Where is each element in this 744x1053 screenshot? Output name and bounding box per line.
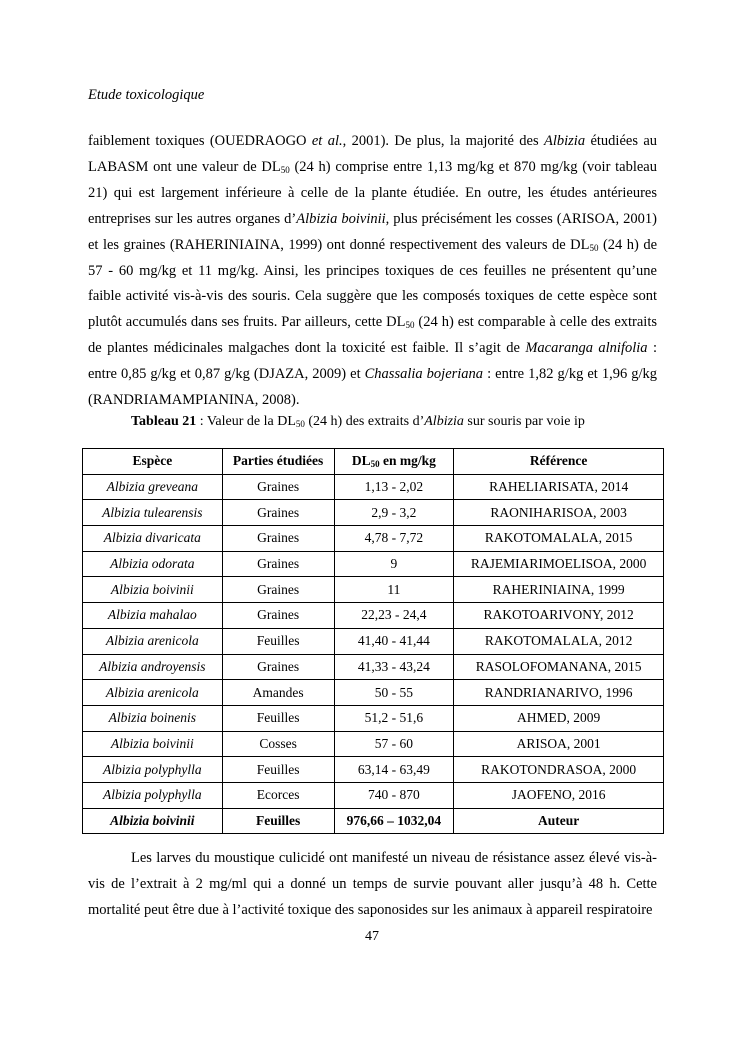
table-cell-reference: RAKOTOMALALA, 2015 (454, 526, 664, 552)
table-cell-reference: Auteur (454, 808, 664, 834)
table-cell-parties: Graines (222, 474, 334, 500)
table-cell-espece: Albizia tulearensis (83, 500, 223, 526)
table-cell-parties: Graines (222, 551, 334, 577)
table-cell-dl50: 11 (334, 577, 454, 603)
table-header-row (83, 449, 664, 475)
table-cell-reference: RAONIHARISOA, 2003 (454, 500, 664, 526)
table-row (83, 731, 664, 757)
table-cell-espece: Albizia boivinii (83, 577, 223, 603)
table-cell-dl50: 9 (334, 551, 454, 577)
table-cell-reference: RANDRIANARIVO, 1996 (454, 680, 664, 706)
table-cell-parties: Amandes (222, 680, 334, 706)
table-cell-reference: ARISOA, 2001 (454, 731, 664, 757)
table-cell-parties: Graines (222, 500, 334, 526)
table-cell-dl50: 63,14 - 63,49 (334, 757, 454, 783)
table-cell-parties: Feuilles (222, 757, 334, 783)
table-cell-reference: RASOLOFOMANANA, 2015 (454, 654, 664, 680)
table-cell-reference: RAHELIARISATA, 2014 (454, 474, 664, 500)
table-cell-dl50: 4,78 - 7,72 (334, 526, 454, 552)
table-cell-parties: Feuilles (222, 628, 334, 654)
table-cell-parties: Ecorces (222, 782, 334, 808)
table-cell-parties: Graines (222, 603, 334, 629)
table-cell-reference: RAKOTONDRASOA, 2000 (454, 757, 664, 783)
table-row (83, 603, 664, 629)
table-cell-espece: Albizia mahalao (83, 603, 223, 629)
table-cell-dl50: 976,66 – 1032,04 (334, 808, 454, 834)
table-cell-espece: Albizia boivinii (83, 731, 223, 757)
table-cell-dl50: 1,13 - 2,02 (334, 474, 454, 500)
table-cell-dl50: 41,40 - 41,44 (334, 628, 454, 654)
table-cell-parties: Graines (222, 654, 334, 680)
header-espece: Espèce (83, 449, 223, 475)
table-row (83, 654, 664, 680)
page-number: 47 (365, 929, 379, 944)
body-paragraph-2: Les larves du moustique culicidé ont manifesté un niveau de résistance assez élevé vis-à-vis de l’extrait à 2 mg/ml qui a donné un temps de survie pouvant aller jusqu’à 48 h. Cette mortalité peut être due à l’activité toxique des saponosides sur les animaux à appareil respiratoire (88, 850, 657, 918)
table-caption: Tableau 21 : Valeur de la $DL_{50}$ (24 h) des extraits d’Albizia sur souris par voie ip (131, 414, 585, 429)
table-cell-dl50: 41,33 - 43,24 (334, 654, 454, 680)
table-cell-reference: RAKOTOMALALA, 2012 (454, 628, 664, 654)
table-row (83, 757, 664, 783)
table-cell-parties: Feuilles (222, 808, 334, 834)
table-cell-dl50: 57 - 60 (334, 731, 454, 757)
table-row (83, 808, 664, 834)
body-paragraph-1: faiblement toxiques (OUEDRAOGO et al., 2001). De plus, la majorité des Albizia étudiées au LABASM ont une valeur de $DL_{50}$ (24 h) comprise entre 1,13 mg/kg et 870 mg/kg (voir tableau 21) qui est largement inférieure à celle de la plante étudiée. En outre, les études antérieures entreprises sur les autres organes d’Albizia boivinii, plus précisément les cosses (ARISOA, 2001) et les graines (RAHERINIAINA, 1999) ont donné respectivement des valeurs de $DL_{50}$ (24 h) de 57 - 60 mg/kg et 11 mg/kg. Ainsi, les principes toxiques de ces feuilles ne présentent qu’une faible activité vis-à-vis des souris. Cela suggère que les composés toxiques de cette espèce sont plutôt accumulés dans ses fruits. Par ailleurs, cette $DL_{50}$ (24 h) est comparable à celle des extraits de plantes médicinales malgaches dont la toxicité est faible. Il s’agit de Macaranga alnifolia : entre 0,85 g/kg et 0,87 g/kg (DJAZA, 2009) et Chassalia bojeriana : entre 1,82 g/kg et 1,96 g/kg (RANDRIAMAMPIANINA, 2008). (88, 133, 658, 409)
table-cell-parties: Feuilles (222, 705, 334, 731)
table-row (83, 526, 664, 552)
table-cell-reference: RAHERINIAINA, 1999 (454, 577, 664, 603)
running-header: Etude toxicologique (88, 87, 205, 103)
table-cell-parties: Graines (222, 577, 334, 603)
table-cell-espece: Albizia divaricata (83, 526, 223, 552)
table-cell-dl50: 22,23 - 24,4 (334, 603, 454, 629)
table-cell-espece: Albizia greveana (83, 474, 223, 500)
table-cell-espece: Albizia odorata (83, 551, 223, 577)
table-row (83, 680, 664, 706)
table-cell-espece: Albizia boinenis (83, 705, 223, 731)
ld50-table (82, 448, 664, 834)
table-row (83, 577, 664, 603)
table-row (83, 705, 664, 731)
table-cell-reference: RAJEMIARIMOELISOA, 2000 (454, 551, 664, 577)
table-cell-dl50: 740 - 870 (334, 782, 454, 808)
header-reference: Référence (454, 449, 664, 475)
table-cell-parties: Graines (222, 526, 334, 552)
table-row (83, 500, 664, 526)
table-cell-dl50: 50 - 55 (334, 680, 454, 706)
table-row (83, 474, 664, 500)
table-cell-reference: RAKOTOARIVONY, 2012 (454, 603, 664, 629)
header-parties: Parties étudiées (222, 449, 334, 475)
header-dl50: $DL_{50}$ en mg/kg (334, 449, 454, 475)
table-cell-parties: Cosses (222, 731, 334, 757)
table-cell-espece: Albizia polyphylla (83, 757, 223, 783)
table-cell-dl50: 51,2 - 51,6 (334, 705, 454, 731)
table-cell-espece: Albizia polyphylla (83, 782, 223, 808)
table-cell-reference: AHMED, 2009 (454, 705, 664, 731)
table-row (83, 628, 664, 654)
table-row (83, 782, 664, 808)
table-cell-espece: Albizia arenicola (83, 680, 223, 706)
table-cell-espece: Albizia androyensis (83, 654, 223, 680)
table-cell-dl50: 2,9 - 3,2 (334, 500, 454, 526)
table-cell-reference: JAOFENO, 2016 (454, 782, 664, 808)
table-row (83, 551, 664, 577)
table-cell-espece: Albizia arenicola (83, 628, 223, 654)
table-cell-espece: Albizia boivinii (83, 808, 223, 834)
